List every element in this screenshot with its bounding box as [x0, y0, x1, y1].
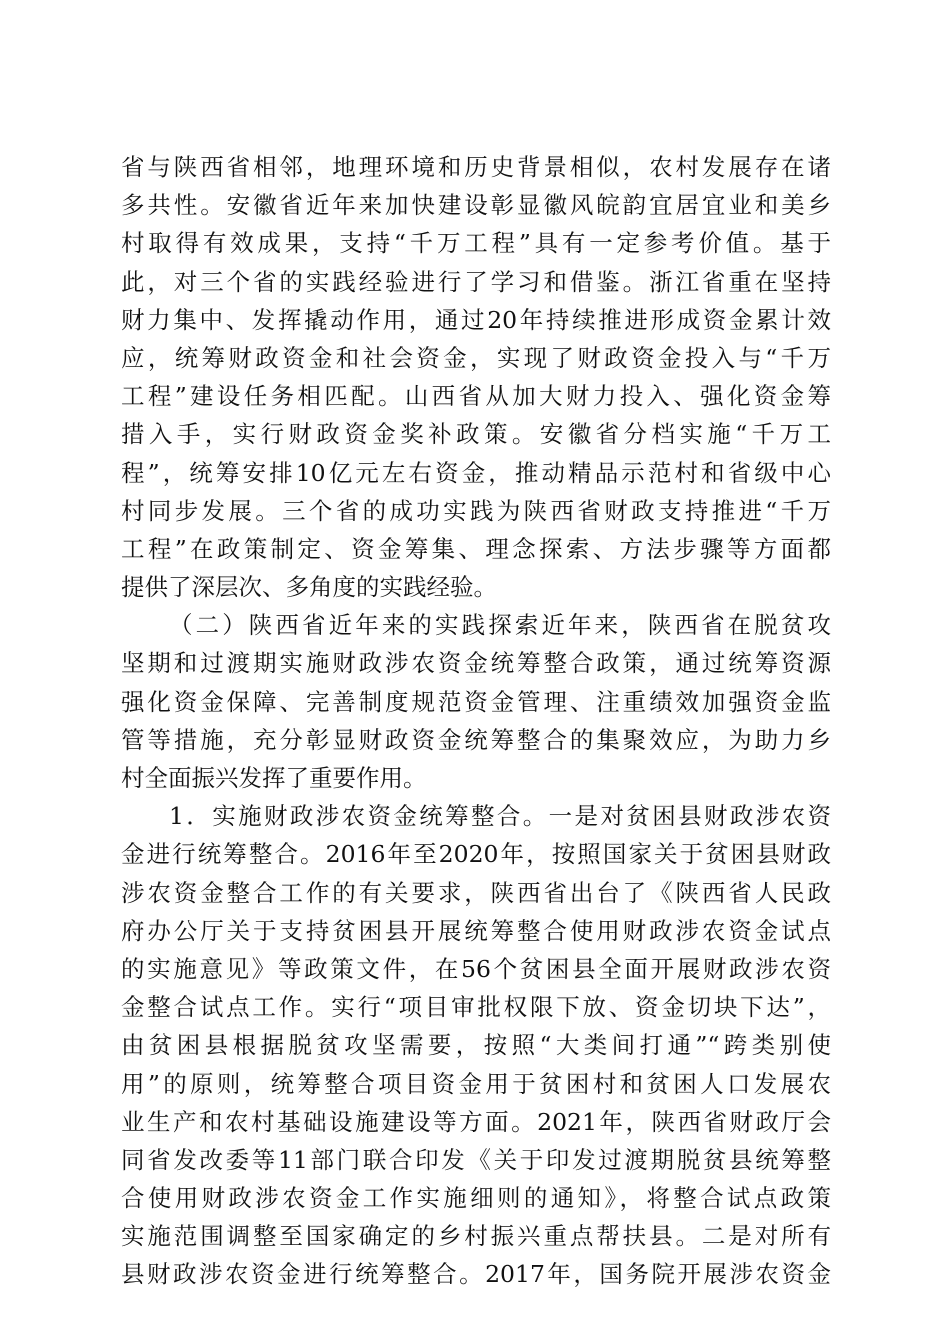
text-line: 县财政涉农资金进行统筹整合。2017年，国务院开展涉农资金	[121, 1260, 831, 1289]
text-line: 村同步发展。三个省的成功实践为陕西省财政支持推进“千万	[121, 496, 831, 525]
text-line: 多共性。安徽省近年来加快建设彰显徽风皖韵宜居宜业和美乡	[121, 191, 831, 220]
text-line: 实施范围调整至国家确定的乡村振兴重点帮扶县。二是对所有	[121, 1222, 831, 1251]
text-line: 应，统筹财政资金和社会资金，实现了财政资金投入与“千万	[121, 343, 831, 372]
text-line: 工程”建设任务相匹配。山西省从加大财力投入、强化资金筹	[121, 382, 831, 411]
text-line: 由贫困县根据脱贫攻坚需要，按照“大类间打通”“跨类别使	[121, 1031, 831, 1060]
text-line: 村全面振兴发挥了重要作用。	[121, 764, 427, 792]
text-line: 程”，统筹安排10亿元左右资金，推动精品示范村和省级中心	[121, 458, 831, 487]
text-line: 强化资金保障、完善制度规范资金管理、注重绩效加强资金监	[121, 687, 831, 716]
text-line: 提供了深层次、多角度的实践经验。	[121, 573, 497, 602]
text-line: 村取得有效成果，支持“千万工程”具有一定参考价值。基于	[121, 229, 831, 258]
text-line: 措入手，实行财政资金奖补政策。安徽省分档实施“千万工	[121, 420, 831, 449]
text-line: 金进行统筹整合。2016年至2020年，按照国家关于贫困县财政	[121, 840, 831, 869]
text-line: 业生产和农村基础设施建设等方面。2021年，陕西省财政厅会	[121, 1107, 831, 1136]
text-line: 1．实施财政涉农资金统筹整合。一是对贫困县财政涉农资	[169, 802, 831, 831]
paragraph-2	[121, 606, 831, 797]
text-line: 坚期和过渡期实施财政涉农资金统筹整合政策，通过统筹资源	[121, 649, 831, 678]
text-line: 用”的原则，统筹整合项目资金用于贫困村和贫困人口发展农	[121, 1069, 831, 1098]
document-body	[121, 148, 831, 1294]
text-line: 金整合试点工作。实行“项目审批权限下放、资金切块下达”，	[121, 993, 831, 1022]
text-line: 的实施意见》等政策文件，在56个贫困县全面开展财政涉农资	[121, 954, 831, 983]
text-line: 财力集中、发挥撬动作用，通过20年持续推进形成资金累计效	[121, 305, 831, 334]
paragraph-1	[121, 148, 831, 606]
text-line: 管等措施，充分彰显财政资金统筹整合的集聚效应，为助力乡	[121, 725, 831, 754]
text-line: 涉农资金整合工作的有关要求，陕西省出台了《陕西省人民政	[121, 878, 831, 907]
text-line: 同省发改委等11部门联合印发《关于印发过渡期脱贫县统筹整	[121, 1145, 831, 1174]
text-line: 工程”在政策制定、资金筹集、理念探索、方法步骤等方面都	[121, 534, 831, 563]
text-line: 省与陕西省相邻，地理环境和历史背景相似，农村发展存在诸	[121, 153, 831, 181]
text-line: 此，对三个省的实践经验进行了学习和借鉴。浙江省重在坚持	[121, 267, 831, 296]
text-line: （二）陕西省近年来的实践探索近年来，陕西省在脱贫攻	[169, 611, 831, 640]
text-line: 府办公厅关于支持贫困县开展统筹整合使用财政涉农资金试点	[121, 916, 831, 945]
text-line: 合使用财政涉农资金工作实施细则的通知》，将整合试点政策	[121, 1184, 831, 1213]
paragraph-3	[121, 797, 831, 1293]
